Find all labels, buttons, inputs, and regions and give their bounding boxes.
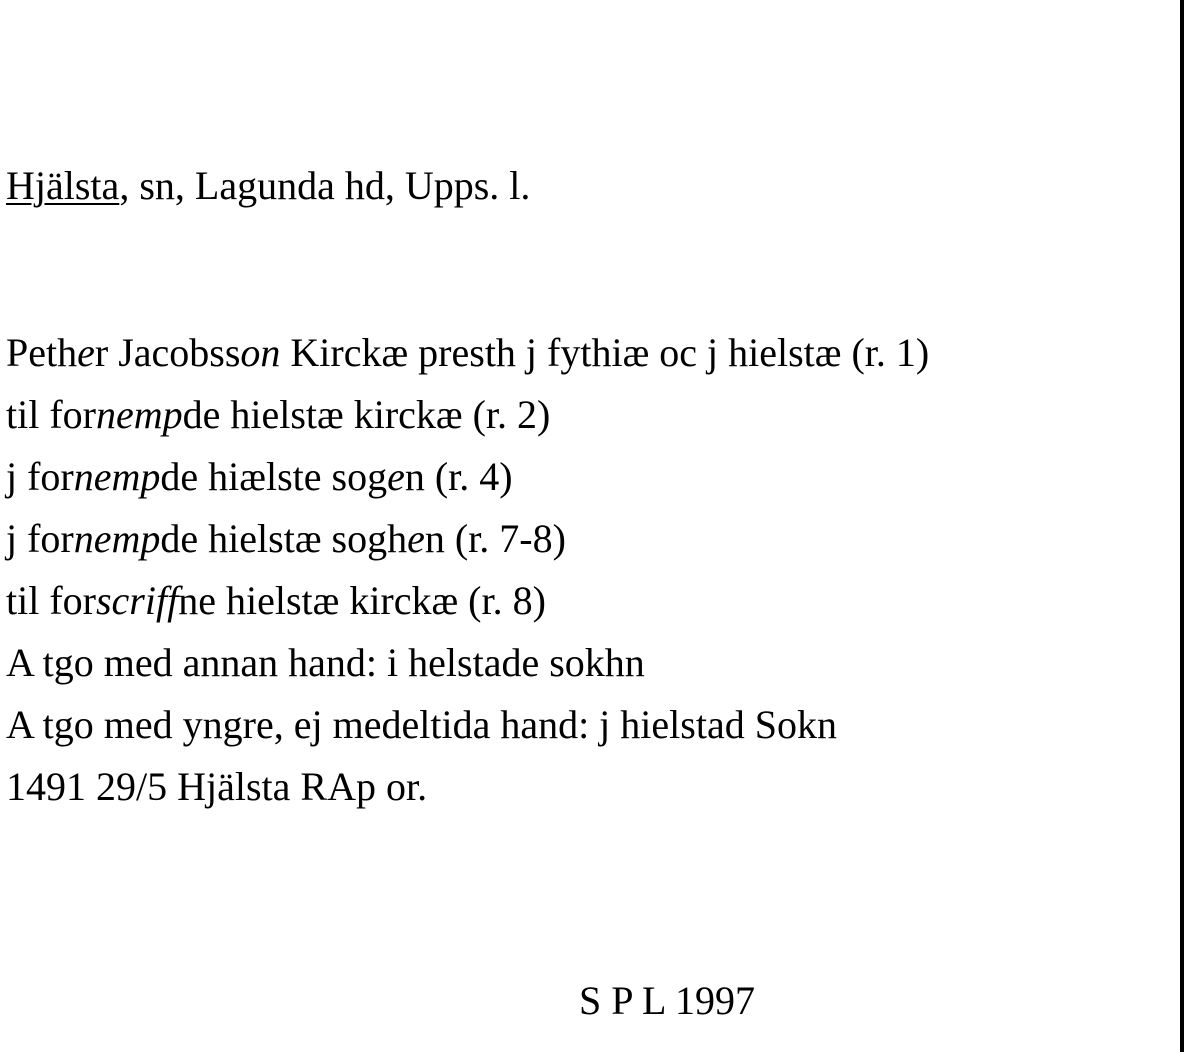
page-edge-line xyxy=(1180,0,1184,1052)
entry-heading xyxy=(6,162,530,210)
citation-list xyxy=(6,322,929,818)
signature-initials: S P L 1997 xyxy=(579,978,755,1023)
citation-line: A tgo med annan hand: i helstade sokhn xyxy=(6,640,645,685)
citation-line: j fornempde hiælste sogen (r. 4) xyxy=(6,454,513,499)
citation-line: Pether Jacobsson Kirckæ presth j fythiæ oc j hielstæ (r. 1) xyxy=(6,330,930,375)
citation-line: til fornempde hielstæ kirckæ (r. 2) xyxy=(6,392,551,437)
citation-line: til forscriffne hielstæ kirckæ (r. 8) xyxy=(6,578,546,623)
citation-line: A tgo med yngre, ej medeltida hand: j hielstad Sokn xyxy=(6,702,837,747)
citation-line: j fornempde hielstæ soghen (r. 7-8) xyxy=(6,516,566,561)
source-reference: 1491 29/5 Hjälsta RAp or. xyxy=(6,764,428,809)
place-name: Hjälsta xyxy=(6,163,120,208)
place-description: , sn, Lagunda hd, Upps. l. xyxy=(119,163,531,208)
